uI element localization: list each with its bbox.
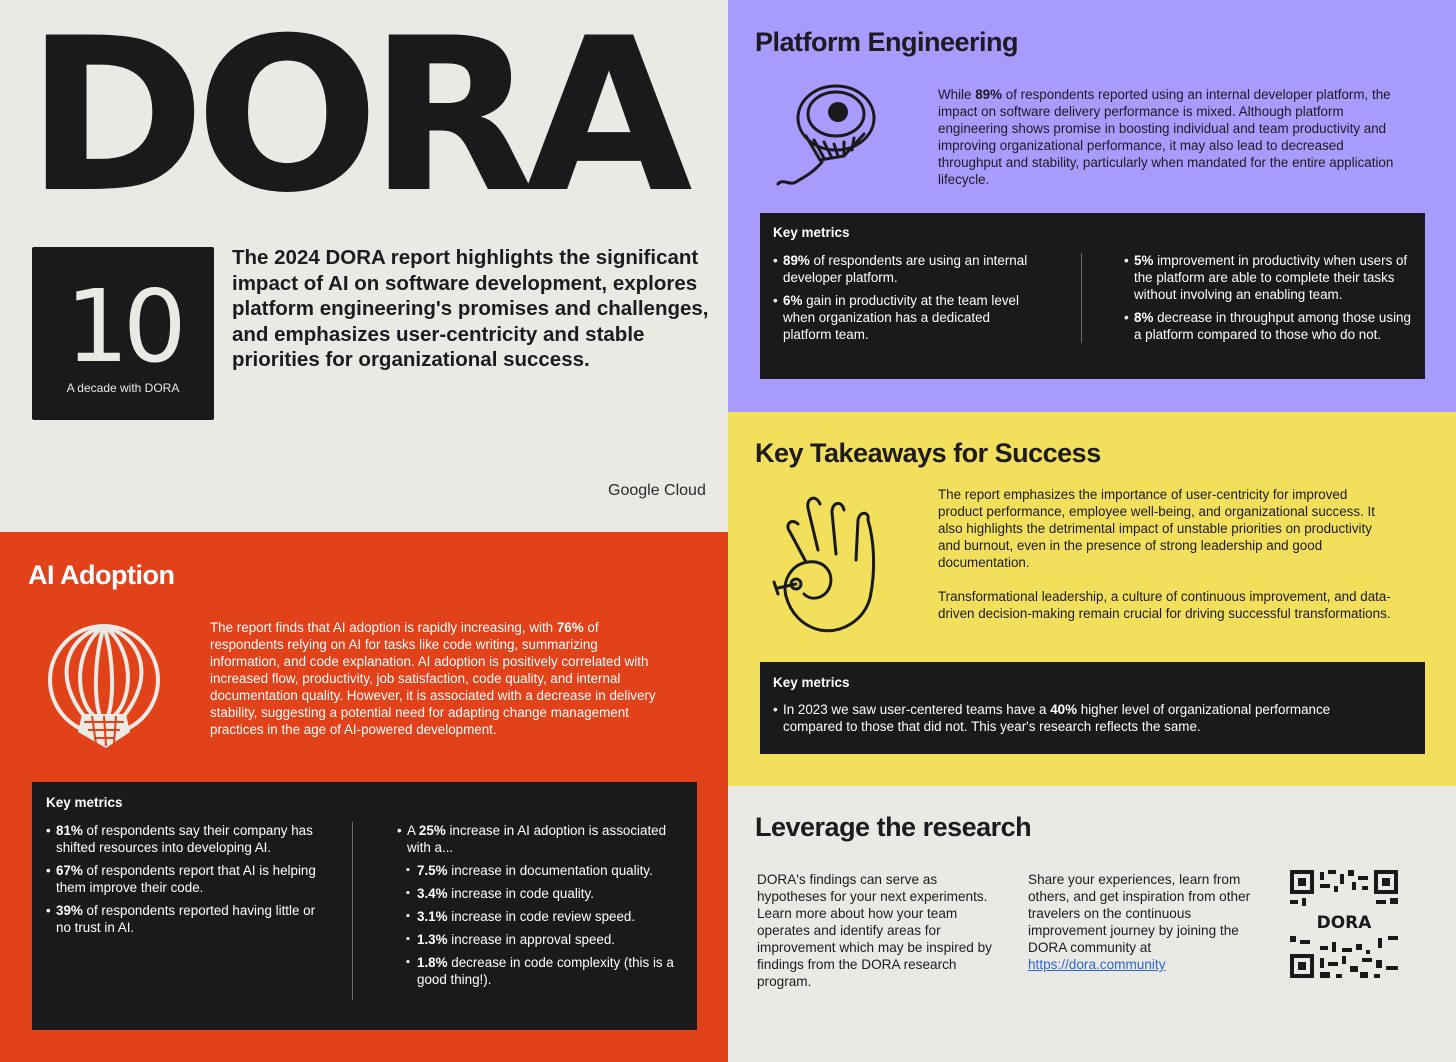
ai-metric-item: • 67% of respondents report that AI is helping them improve their code. [46, 862, 321, 896]
google-cloud-logo: Google Cloud [608, 482, 706, 499]
qr-code-icon[interactable] [1290, 870, 1398, 978]
ai-metric-item: • 39% of respondents reported having little or no trust in AI. [46, 902, 321, 936]
pe-metric-item: • 89% of respondents are using an internal developer platform. [773, 252, 1038, 286]
ai-adoption-title: AI Adoption [28, 560, 175, 590]
cupcake-icon [772, 78, 892, 190]
qr-label: DORA [1316, 913, 1372, 933]
dora-community-link[interactable]: https://dora.community [1028, 957, 1166, 972]
badge-caption: A decade with DORA [66, 381, 180, 395]
pe-metrics-right [1124, 252, 1412, 349]
platform-engineering-body: While 89% of respondents reported using an internal developer platform, the impact on software delivery performance is mixed. Although platform engineering shows promise in boosting individual and team productivity and improving organizational performance, it may also lead to decreased throughput and stability, particularly when mandated for the entire application lifecycle. [938, 87, 1394, 187]
leverage-research-panel [728, 786, 1456, 1062]
ai-key-metrics-box [32, 782, 697, 1030]
ok-hand-icon [772, 490, 888, 638]
pe-metrics-title: Key metrics [773, 225, 850, 240]
leverage-research-title: Leverage the research [755, 812, 1032, 842]
platform-engineering-panel [728, 0, 1456, 412]
ai-body-text-a: The report finds that AI adoption is rapidly increasing, with [210, 620, 557, 635]
dora-logo: DORA [26, 0, 683, 239]
ai-adoption-panel [0, 532, 728, 1062]
pe-metric-item: • 5% improvement in productivity when users of the platform are able to complete their tasks without involving an enabling team. [1124, 252, 1412, 303]
leverage-column-1: DORA's findings can serve as hypotheses for your next experiments. Learn more about how your team operates and identify areas for improvement which may be inspired by findings from the DORA research program. [757, 872, 992, 989]
kt-key-metrics-box [760, 662, 1425, 754]
kt-metric-item: • In 2023 we saw user-centered teams have a 40% higher level of organizational performance compared to those that did not. This year's research reflects the same. [773, 701, 1393, 735]
leverage-column-2-text: Share your experiences, learn from others, and get inspiration from other travelers on the continuous improvement journey by joining the DORA community at [1028, 872, 1251, 955]
ai-metric-subitem: ▪ 1.3% increase in approval speed. [397, 931, 682, 948]
takeaways-paragraph-2: Transformational leadership, a culture of continuous improvement, and data-driven decision-making remain crucial for driving successful transformations. [938, 589, 1391, 621]
ai-metrics-right [397, 822, 682, 994]
ai-body-stat: 76% [556, 620, 584, 635]
dora-header-panel [0, 0, 728, 532]
key-takeaways-panel [728, 412, 1456, 786]
kt-metrics-title: Key metrics [773, 675, 850, 690]
ai-metric-subitem: ▪ 3.1% increase in code review speed. [397, 908, 682, 925]
platform-engineering-title: Platform Engineering [755, 27, 1019, 57]
badge-number: 10 [65, 268, 181, 385]
decade-badge [32, 247, 214, 420]
pe-metrics-left [773, 252, 1038, 349]
ai-metrics-left [46, 822, 321, 942]
pe-metric-item: • 8% decrease in throughput among those using a platform compared to those who do not. [1124, 309, 1412, 343]
leverage-column-2 [1028, 871, 1263, 973]
key-takeaways-title: Key Takeaways for Success [755, 438, 1101, 468]
pe-metrics-divider [1081, 253, 1082, 343]
ai-metric-subitem: ▪ 7.5% increase in documentation quality. [397, 862, 682, 879]
balloon-icon [44, 618, 166, 752]
ai-metric-item: • 81% of respondents say their company has shifted resources into developing AI. [46, 822, 321, 856]
report-headline: The 2024 DORA report highlights the significant impact of AI on software development, explores platform engineering's promises and challenges, and emphasizes user-centricity and stable priorities for organizational success. [232, 246, 709, 371]
key-takeaways-body [938, 486, 1393, 622]
ai-metric-subitem: ▪ 1.8% decrease in code complexity (this is a good thing!). [397, 954, 682, 988]
ai-adoption-body [210, 619, 660, 738]
ai-metric-lead: • A 25% increase in AI adoption is associated with a... [397, 822, 682, 856]
ai-metric-subitem: ▪ 3.4% increase in code quality. [397, 885, 682, 902]
pe-key-metrics-box [760, 213, 1425, 379]
kt-metrics-list [773, 701, 1393, 741]
takeaways-paragraph-1: The report emphasizes the importance of user-centricity for improved product performance, employee well-being, and organizational success. It also highlights the detrimental impact of unstable priorities on productivity and burnout, even in the presence of strong leadership and good documentation. [938, 487, 1375, 570]
ai-metrics-divider [352, 822, 353, 1000]
pe-metric-item: • 6% gain in productivity at the team level when organization has a dedicated platform team. [773, 292, 1038, 343]
ai-body-text-b: of respondents relying on AI for tasks like code writing, summarizing information, and code explanation. AI adoption is positively correlated with increased flow, productivity, job satisfaction, code quality, and internal documentation quality. However, it is associated with a decrease in delivery stability, suggesting a potential need for adapting change management practices in the age of AI-powered development. [210, 620, 656, 737]
ai-metrics-title: Key metrics [46, 795, 123, 810]
